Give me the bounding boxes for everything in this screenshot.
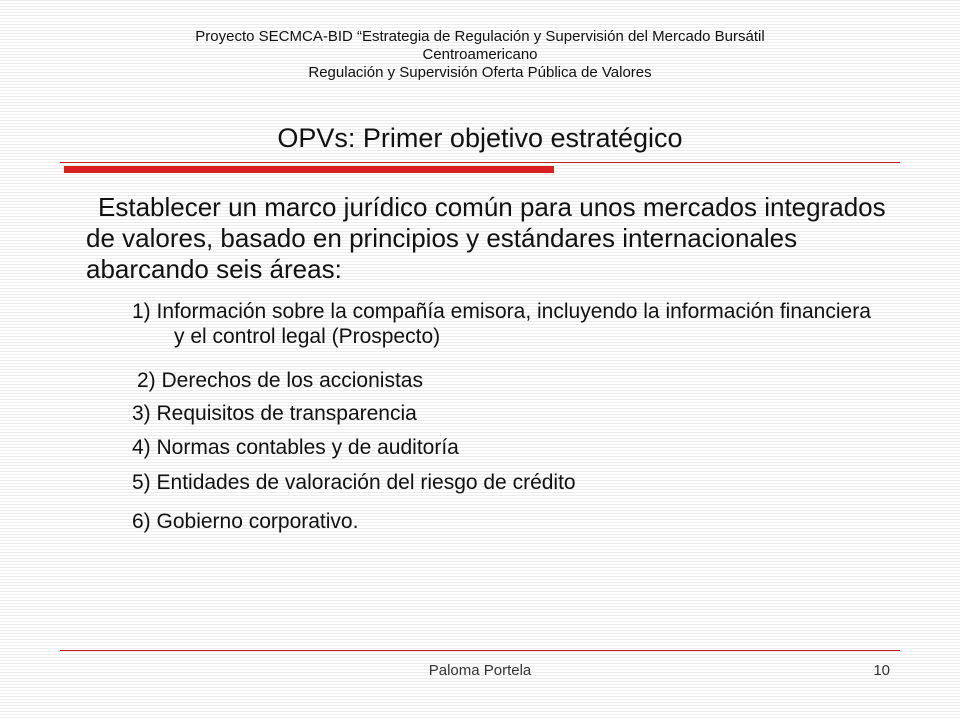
footer-author: Paloma Portela — [428, 662, 532, 679]
slide-header — [60, 28, 900, 82]
intro-text: Establecer un marco jurídico común para unos mercados integrados de valores, basado en principios y estándares internacionales abarcando seis áreas: — [86, 192, 886, 284]
list-item: 3) Requisitos de transparencia — [132, 402, 417, 425]
slide-title: OPVs: Primer objetivo estratégico — [277, 123, 683, 153]
header-region-line: Centroamericano — [422, 46, 538, 63]
footer-divider — [60, 650, 900, 651]
page-number: 10 — [873, 662, 890, 679]
title-divider-accent — [64, 166, 554, 173]
list-item: 6) Gobierno corporativo. — [132, 510, 359, 533]
list-item: 5) Entidades de valoración del riesgo de crédito — [132, 471, 576, 494]
header-project-line: Proyecto SECMCA-BID “Estrategia de Regulación y Supervisión del Mercado Bursátil — [195, 28, 765, 45]
intro-paragraph — [86, 192, 916, 285]
list-item: 2) Derechos de los accionistas — [137, 369, 423, 392]
header-subtitle-line: Regulación y Supervisión Oferta Pública de Valores — [308, 64, 652, 81]
list-item: 4) Normas contables y de auditoría — [132, 436, 459, 459]
title-divider-thin — [60, 162, 900, 163]
list-item: 1) Información sobre la compañía emisora, incluyendo la información financiera y el control legal (Prospecto) — [132, 300, 871, 348]
